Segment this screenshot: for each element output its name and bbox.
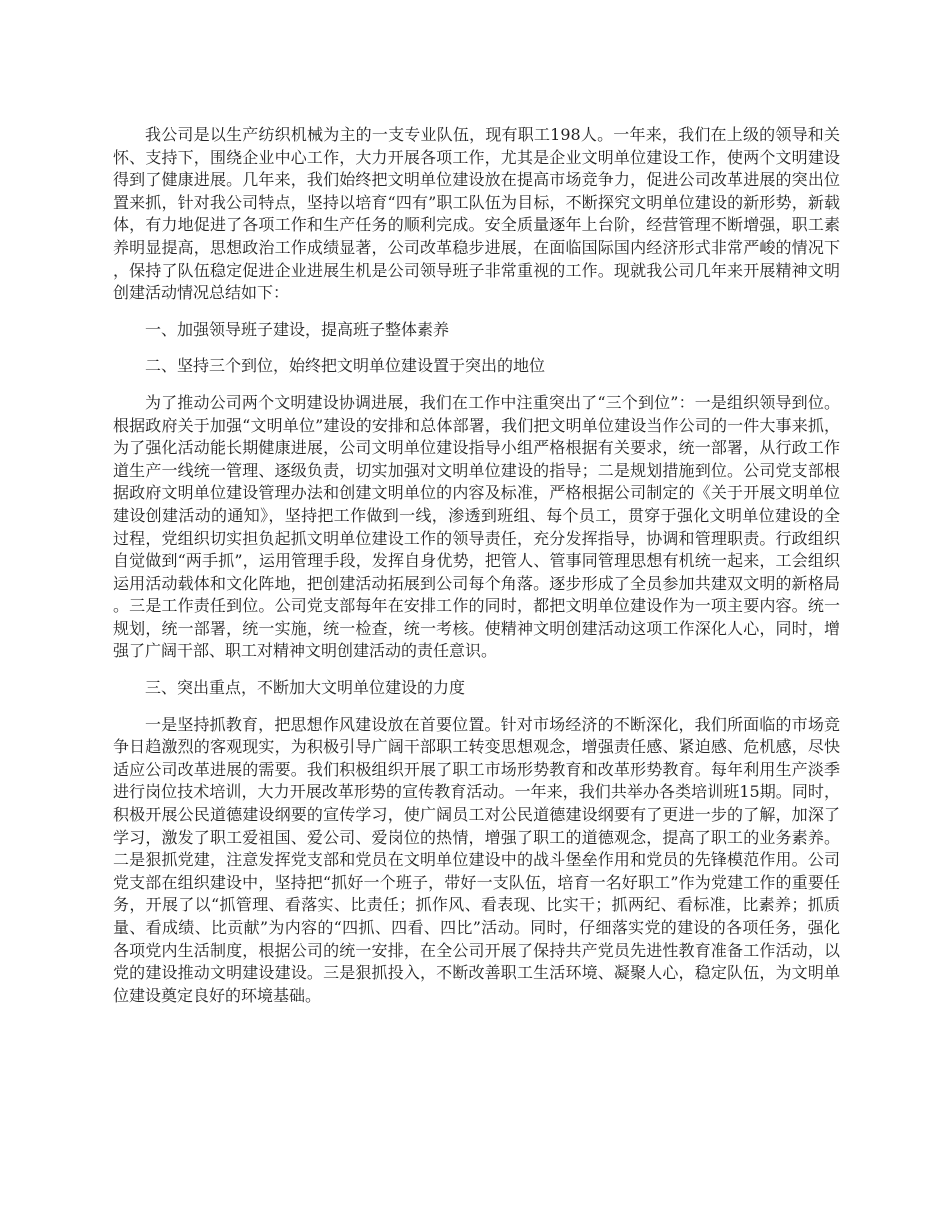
section-heading-3: 三、突出重点，不断加大文明单位建设的力度 [145,678,466,698]
section-3-paragraph: 一是坚持抓教育，把思想作风建设放在首要位置。针对市场经济的不断深化，我们所面临的市场竞争日趋激烈的客观现实，为积极引导广阔干部职工转变思想观念，增强责任感、紧迫感、危机感，尽快适应公司改革进展的需要。我们积极组织开展了职工市场形势教育和改革形势教育。每年利用生产淡季进行岗位技术培训，大力开展改革形势的宣传教育活动。一年来，我们共举办各类培训班15期。同时，积极开展公民道德建设纲要的宣传学习，使广阔员工对公民道德建设纲要有了更进一步的了解，加深了学习，激发了职工爱祖国、爱公司、爱岗位的热情，增强了职工的道德观念，提高了职工的业务素养。二是狠抓党建，注意发挥党支部和党员在文明单位建设中的战斗堡垒作用和党员的先锋模范作用。公司党支部在组织建设中，坚持把“抓好一个班子，带好一支队伍，培育一名好职工”作为党建工作的重要任务，开展了以“抓管理、看落实、比责任；抓作风、看表现、比实干；抓两纪、看标准，比素养；抓质量、看成绩、比贡献”为内容的“四抓、四看、四比”活动。同时，仔细落实党的建设的各项任务，强化各项党内生活制度，根据公司的统一安排，在全公司开展了保持共产党员先进性教育准备工作活动，以党的建设推动文明建设建设。三是狠抓投入，不断改善职工生活环境、凝聚人心，稳定队伍，为文明单位建设奠定良好的环境基础。 [113,714,840,1005]
section-heading-2: 二、坚持三个到位，始终把文明单位建设置于突出的地位 [145,356,546,376]
section-heading-1: 一、加强领导班子建设，提高班子整体素养 [145,319,450,339]
document-page [113,124,840,1007]
intro-paragraph: 我公司是以生产纺织机械为主的一支专业队伍，现有职工198人。一年来，我们在上级的领导和关怀、支持下，围绕企业中心工作，大力开展各项工作，尤其是企业文明单位建设工作，使两个文明建设得到了健康进展。几年来，我们始终把文明单位建设放在提高市场竞争力，促进公司改革进展的突出位置来抓，针对我公司特点，坚持以培育“四有”职工队伍为目标，不断探究文明单位建设的新形势，新载体，有力地促进了各项工作和生产任务的顺利完成。安全质量逐年上台阶，经营管理不断增强，职工素养明显提高，思想政治工作成绩显著，公司改革稳步进展，在面临国际国内经济形式非常严峻的情况下，保持了队伍稳定促进企业进展生机是公司领导班子非常重视的工作。现就我公司几年来开展精神文明创建活动情况总结如下： [113,125,840,303]
section-2-paragraph: 为了推动公司两个文明建设协调进展，我们在工作中注重突出了“三个到位”：一是组织领导到位。根据政府关于加强“文明单位”建设的安排和总体部署，我们把文明单位建设当作公司的一件大事来抓，为了强化活动能长期健康进展，公司文明单位建设指导小组严格根据有关要求，统一部署，从行政工作道生产一线统一管理、逐级负责，切实加强对文明单位建设的指导；二是规划措施到位。公司党支部根据政府文明单位建设管理办法和创建文明单位的内容及标准，严格根据公司制定的《关于开展文明单位建设创建活动的通知》，坚持把工作做到一线，渗透到班组、每个员工，贯穿于强化文明单位建设的全过程，党组织切实担负起抓文明单位建设工作的领导责任，充分发挥指导，协调和管理职责。行政组织自觉做到“两手抓”，运用管理手段，发挥自身优势，把管人、管事同管理思想有机统一起来，工会组织运用活动载体和文化阵地，把创建活动拓展到公司每个角落。逐步形成了全员参加共建双文明的新格局。三是工作责任到位。公司党支部每年在安排工作的同时，都把文明单位建设作为一项主要内容。统一规划，统一部署，统一实施，统一检查，统一考核。使精神文明创建活动这项工作深化人心，同时，增强了广阔干部、职工对精神文明创建活动的责任意识。 [113,392,840,661]
